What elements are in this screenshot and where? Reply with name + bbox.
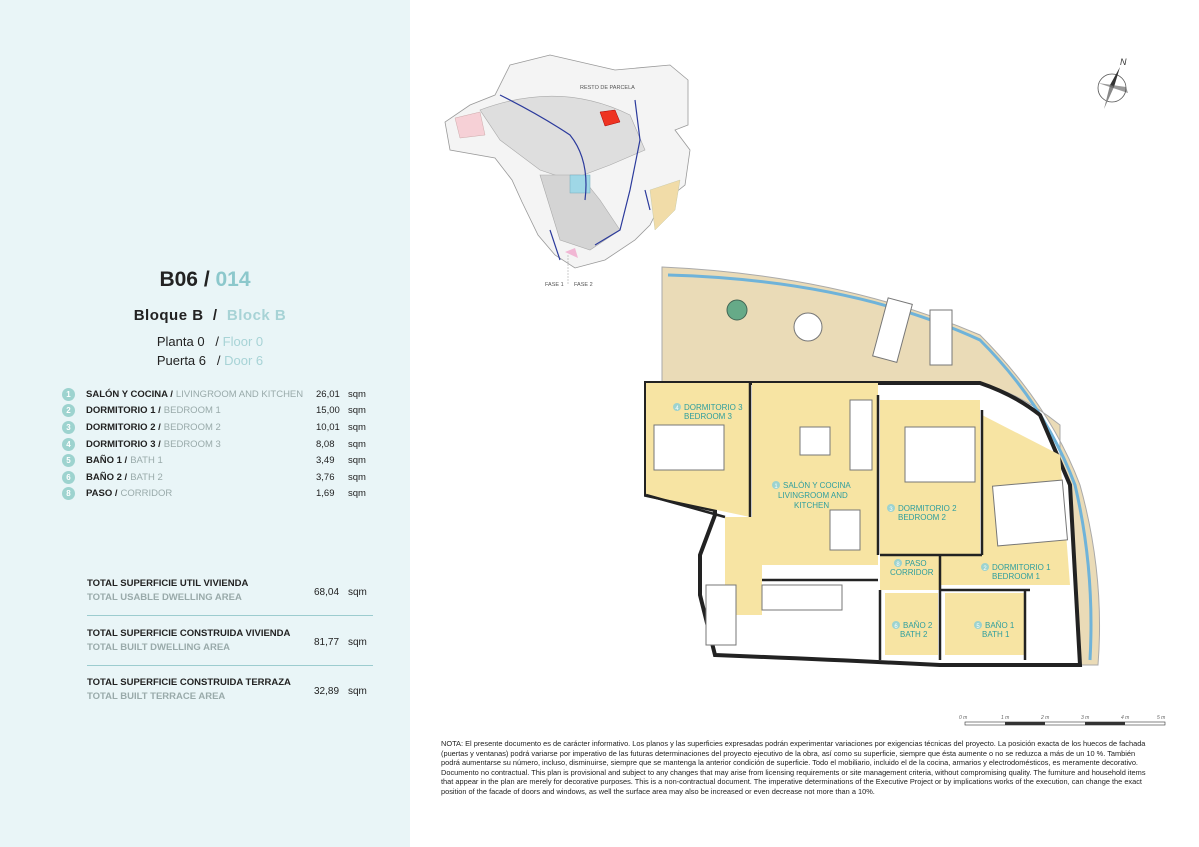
scale-label: 0 m [959, 715, 968, 721]
bed-icon [654, 425, 724, 470]
room-area-unit: sqm [348, 388, 366, 400]
floor-line [0, 334, 420, 349]
pool [570, 175, 590, 193]
room-label-es: SALÓN Y COCINA [783, 481, 851, 490]
room-number-badge: 5 [62, 454, 75, 467]
scale-bar [955, 712, 1175, 730]
scale-label: 1 m [1001, 715, 1010, 721]
site-label-fase2: FASE 2 [574, 282, 593, 288]
room-area: 3,49 [316, 455, 335, 467]
block-es: Bloque B [133, 307, 204, 324]
room-row [62, 436, 382, 453]
room-label-en: KITCHEN [794, 501, 830, 510]
room-area: 15,00 [316, 405, 340, 417]
room-area: 10,01 [316, 421, 340, 433]
room-label-number: 8 [896, 562, 900, 568]
unit-code: B06 [159, 268, 198, 291]
room-number-badge: 2 [62, 404, 75, 417]
room-row [62, 452, 382, 469]
total-unit: sqm [348, 587, 367, 598]
disclaimer-note: NOTA: El presente documento es de carácter informativo. Los planos y las superficies expresadas podrán experimentar variaciones por exigencias técnicas del proyecto. La posición exacta de los huecos de fachada (puertas y ventanas) podrá variarse por imperativo de las futuras determinaciones del proyecto ejecutivo de la obra, así como su superficie, siempre que ésta aumente o no se reduzca a más de un 10 %. También podrá aumentarse su número, incluso, disminuirse, siempre que se mantenga la anterior condición de superficie. Todo el mobiliario, incluido el de la cocina, armarios y electrodomésticos, es meramente decorativo. Documento no contractual. This plan is provisional and subject to any changes that may arise from licensing requirements or site management criteria, without compromising quality. The furniture and household items that appear in the plan are merely for decorative purposes. This is a non-contractual document. The imperative determinations of the Executive Project or by implications works of the execution, can change the exact position of the facade of doors and windows, as well the surface area may also be increased or even decrease not more than a 10%. [441, 739, 1146, 796]
room-area: 3,76 [316, 471, 335, 483]
room-label-en: CORRIDOR [890, 568, 934, 577]
divider [87, 665, 373, 666]
room-name-en: BEDROOM 1 [163, 405, 221, 417]
room-label-es: BAÑO 2 [903, 621, 933, 630]
planter-icon [727, 300, 747, 320]
room-area-unit: sqm [348, 455, 366, 467]
room-list [62, 386, 382, 502]
door-en: Door 6 [224, 353, 264, 368]
unit-title [0, 268, 410, 292]
room-name-es: PASO / [86, 488, 118, 500]
room-name-en: LIVINGROOM AND KITCHEN [175, 388, 304, 400]
room-row [62, 403, 382, 420]
block-separator: / [212, 307, 218, 324]
site-label-fase1: FASE 1 [545, 282, 564, 288]
room-label-es: PASO [905, 559, 927, 568]
room-label-number: 6 [894, 624, 898, 630]
room-name-es: DORMITORIO 3 / [86, 438, 161, 450]
room-area: 8,08 [316, 438, 335, 450]
room-name-es: BAÑO 2 / [86, 471, 128, 483]
room-number-badge: 3 [62, 421, 75, 434]
room-row [62, 386, 382, 403]
room-label-es: BAÑO 1 [985, 621, 1015, 630]
room-label-en: LIVINGROOM AND [778, 491, 848, 500]
floor-en: Floor 0 [222, 334, 264, 349]
room-name-es: SALÓN Y COCINA / [86, 388, 173, 400]
room-area: 1,69 [316, 488, 335, 500]
floor-separator: / [215, 334, 220, 349]
block-line [0, 307, 420, 324]
scale-label: 3 m [1081, 715, 1090, 721]
total-label-en: TOTAL BUILT DWELLING AREA [87, 642, 231, 653]
room-area: 26,01 [316, 388, 340, 400]
room-label-en: BEDROOM 3 [684, 412, 733, 421]
sofa-icon [850, 400, 872, 470]
compass-north-label: N [1120, 57, 1127, 67]
room-area-unit: sqm [348, 421, 366, 433]
block-en: Block B [226, 307, 287, 324]
room-number-badge: 1 [62, 388, 75, 401]
room-area-unit: sqm [348, 488, 366, 500]
room-row [62, 469, 382, 486]
room-label-es: DORMITORIO 3 [684, 403, 743, 412]
room-area-unit: sqm [348, 471, 366, 483]
room-name-en: BATH 1 [130, 455, 163, 467]
total-unit: sqm [348, 637, 367, 648]
total-label-en: TOTAL USABLE DWELLING AREA [87, 592, 242, 603]
room-label-en: BATH 1 [982, 630, 1010, 639]
total-label-es: TOTAL SUPERFICIE UTIL VIVIENDA [87, 578, 249, 589]
room-name-en: BEDROOM 3 [163, 438, 221, 450]
room-row [62, 419, 382, 436]
room-name-en: BEDROOM 2 [163, 421, 221, 433]
door-separator: / [216, 353, 221, 368]
divider [87, 615, 373, 616]
total-label-es: TOTAL SUPERFICIE CONSTRUIDA VIVIENDA [87, 628, 291, 639]
wardrobe-icon [706, 585, 736, 645]
room-label-number: 5 [976, 624, 980, 630]
room-row [62, 486, 382, 503]
door-es: Puerta 6 [156, 353, 207, 368]
total-value: 81,77 [314, 637, 340, 648]
total-unit: sqm [348, 686, 367, 697]
floor-es: Planta 0 [156, 334, 205, 349]
terrace-table-icon [794, 313, 822, 341]
room-number-badge: 8 [62, 487, 75, 500]
room-label-number: 2 [983, 566, 987, 572]
scale-label: 2 m [1041, 715, 1050, 721]
room-area-unit: sqm [348, 405, 366, 417]
room-name-en: CORRIDOR [120, 488, 173, 500]
total-built-dwelling-area [87, 628, 373, 653]
total-built-terrace-area [87, 677, 373, 702]
floor-plan [640, 255, 1120, 675]
site-label-resto: RESTO DE PARCELA [580, 85, 635, 91]
scale-label: 5 m [1157, 715, 1166, 721]
room-area-unit: sqm [348, 438, 366, 450]
kitchen-counter-icon [762, 585, 842, 610]
bed-icon [993, 480, 1068, 546]
room-name-es: DORMITORIO 1 / [86, 405, 161, 417]
room-label-es: DORMITORIO 2 [898, 504, 957, 513]
room-label-es: DORMITORIO 1 [992, 563, 1051, 572]
armchair-icon [800, 427, 830, 455]
room-label-number: 1 [774, 484, 778, 490]
room-number-badge: 6 [62, 471, 75, 484]
total-label-es: TOTAL SUPERFICIE CONSTRUIDA TERRAZA [87, 677, 291, 688]
room-name-es: DORMITORIO 2 / [86, 421, 161, 433]
scale-label: 4 m [1121, 715, 1130, 721]
room-label-number: 3 [889, 507, 893, 513]
north-compass-icon [1092, 55, 1142, 110]
door-line [0, 353, 420, 368]
total-label-en: TOTAL BUILT TERRACE AREA [87, 691, 226, 702]
room-number-badge: 4 [62, 438, 75, 451]
room-label-en: BATH 2 [900, 630, 928, 639]
unit-number: 014 [215, 268, 251, 291]
total-value: 68,04 [314, 587, 340, 598]
room-label-number: 4 [675, 406, 679, 412]
total-value: 32,89 [314, 686, 340, 697]
sun-lounger-icon [930, 310, 952, 365]
bed-icon [905, 427, 975, 482]
room-name-es: BAÑO 1 / [86, 455, 128, 467]
room-label-en: BEDROOM 1 [992, 572, 1041, 581]
room-label-en: BEDROOM 2 [898, 513, 947, 522]
room-name-en: BATH 2 [130, 471, 163, 483]
total-usable-area [87, 578, 373, 603]
dining-table-icon [830, 510, 860, 550]
unit-separator: / [203, 268, 210, 291]
